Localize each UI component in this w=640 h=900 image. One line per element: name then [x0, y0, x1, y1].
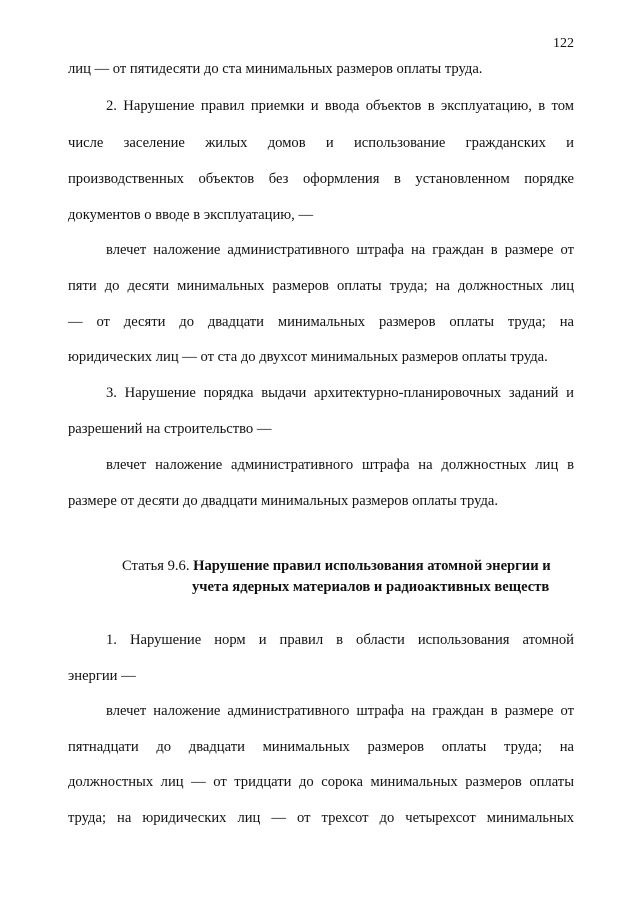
- text-line: юридических лиц — от ста до двухсот минимальных размеров оплаты труда.: [68, 349, 548, 365]
- text-line: влечет наложение административного штрафа на граждан в размере от: [106, 703, 574, 719]
- text-line: должностных лиц — от тридцати до сорока минимальных размеров оплаты: [68, 774, 574, 790]
- page-number: 122: [553, 36, 574, 51]
- article-title-part1: Нарушение правил использования атомной энергии и: [193, 558, 551, 574]
- text-line: влечет наложение административного штрафа на должностных лиц в: [106, 457, 574, 473]
- text-line: энергии —: [68, 668, 136, 684]
- text-line: 1. Нарушение норм и правил в области использования атомной: [106, 632, 574, 648]
- text-line: 2. Нарушение правил приемки и ввода объектов в эксплуатацию, в том: [106, 98, 574, 114]
- article-heading-line1: [122, 558, 551, 575]
- text-line: влечет наложение административного штрафа на граждан в размере от: [106, 242, 574, 258]
- text-line: пяти до десяти минимальных размеров оплаты труда; на должностных лиц: [68, 278, 574, 294]
- text-line: — от десяти до двадцати минимальных размеров оплаты труда; на: [68, 314, 574, 330]
- article-title-part2: учета ядерных материалов и радиоактивных веществ: [192, 579, 550, 595]
- text-line: пятнадцати до двадцати минимальных размеров оплаты труда; на: [68, 739, 574, 755]
- text-line: размере от десяти до двадцати минимальных размеров оплаты труда.: [68, 493, 499, 509]
- text-line: лиц — от пятидесяти до ста минимальных размеров оплаты труда.: [68, 61, 483, 77]
- text-line: числе заселение жилых домов и использование гражданских и: [68, 135, 574, 151]
- article-number: Статья 9.6.: [122, 558, 190, 574]
- text-line: разрешений на строительство —: [68, 421, 272, 437]
- text-line: документов о вводе в эксплуатацию, —: [68, 207, 314, 223]
- text-line: 3. Нарушение порядка выдачи архитектурно-планировочных заданий и: [106, 385, 574, 401]
- text-line: труда; на юридических лиц — от трехсот до четырехсот минимальных: [68, 810, 574, 826]
- text-line: производственных объектов без оформления в установленном порядке: [68, 171, 574, 187]
